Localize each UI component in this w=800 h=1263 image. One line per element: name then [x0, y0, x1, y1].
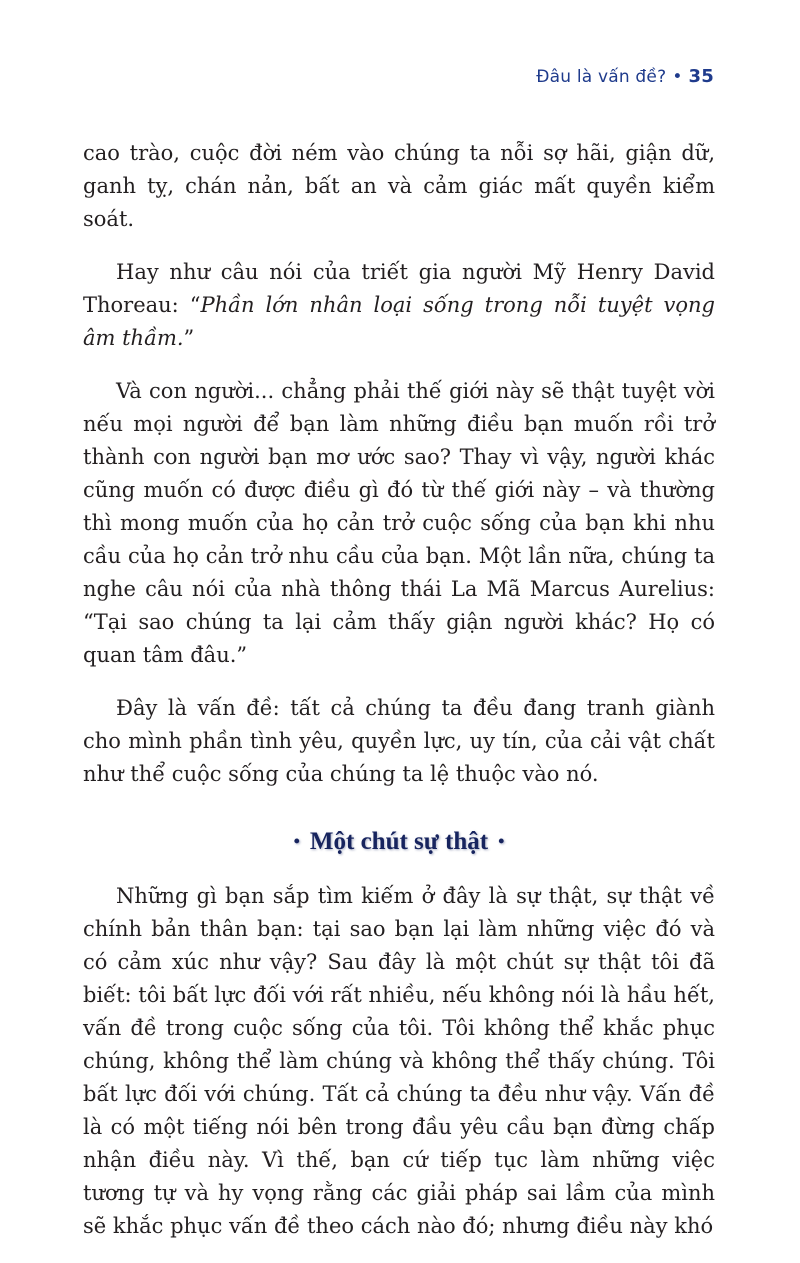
running-header: [536, 66, 714, 87]
page-body: [83, 137, 715, 1263]
quote-lead: Hay như câu nói của triết gia người Mỹ Henry David Thoreau: “: [83, 260, 715, 317]
paragraph-problem: Đây là vấn đề: tất cả chúng ta đều đang tranh giành cho mình phần tình yêu, quyền lực, uy tín, của cải vật chất như thể cuộc sống của chúng ta lệ thuộc vào nó.: [83, 696, 715, 786]
quote-close: ”: [183, 326, 195, 350]
paragraph-aurelius: Và con người... chẳng phải thế giới này sẽ thật tuyệt vời nếu mọi người để bạn làm những điều bạn muốn rồi trở thành con người bạn mơ ước sao? Thay vì vậy, người khác cũng muốn có được điều gì đó từ thế giới này – và thường thì mong muốn của họ cản trở cuộc sống của bạn khi nhu cầu của họ cản trở nhu cầu của bạn. Một lần nữa, chúng ta nghe câu nói của nhà thông thái La Mã Marcus Aurelius: “Tại sao chúng ta lại cảm thấy giận người khác? Họ có quan tâm đâu.”: [83, 379, 715, 667]
header-separator: •: [672, 67, 683, 87]
page-number: 35: [688, 66, 714, 87]
heading-bullet-right: •: [498, 831, 505, 851]
section-heading: [83, 825, 715, 858]
section-title: Một chút sự thật: [309, 828, 489, 855]
chapter-title: Đâu là vấn đề?: [536, 67, 667, 87]
quote-italic: Phần lớn nhân loại sống trong nỗi tuyệt vọng âm thầm.: [83, 293, 715, 350]
paragraph-truth: Những gì bạn sắp tìm kiếm ở đây là sự thật, sự thật về chính bản thân bạn: tại sao bạn lại làm những việc đó và có cảm xúc như vậy? Sau đây là một chút sự thật tôi đã biết: tôi bất lực đối với rất nhiều, nếu không nói là hầu hết, vấn đề trong cuộc sống của tôi. Tôi không thể khắc phục chúng, không thể làm chúng và không thể thấy chúng. Tôi bất lực đối với chúng. Tất cả chúng ta đều như vậy. Vấn đề là có một tiếng nói bên trong đầu yêu cầu bạn đừng chấp nhận điều này. Vì thế, bạn cứ tiếp tục làm những việc tương tự và hy vọng rằng các giải pháp sai lầm của mình sẽ khắc phục vấn đề theo cách nào đó; nhưng điều này khó: [83, 884, 715, 1238]
paragraph-thoreau-quote: [83, 256, 715, 355]
paragraph-continued: cao trào, cuộc đời ném vào chúng ta nỗi sợ hãi, giận dữ, ganh tỵ, chán nản, bất an và cảm giác mất quyền kiểm soát.: [83, 141, 715, 231]
heading-bullet-left: •: [293, 831, 300, 851]
